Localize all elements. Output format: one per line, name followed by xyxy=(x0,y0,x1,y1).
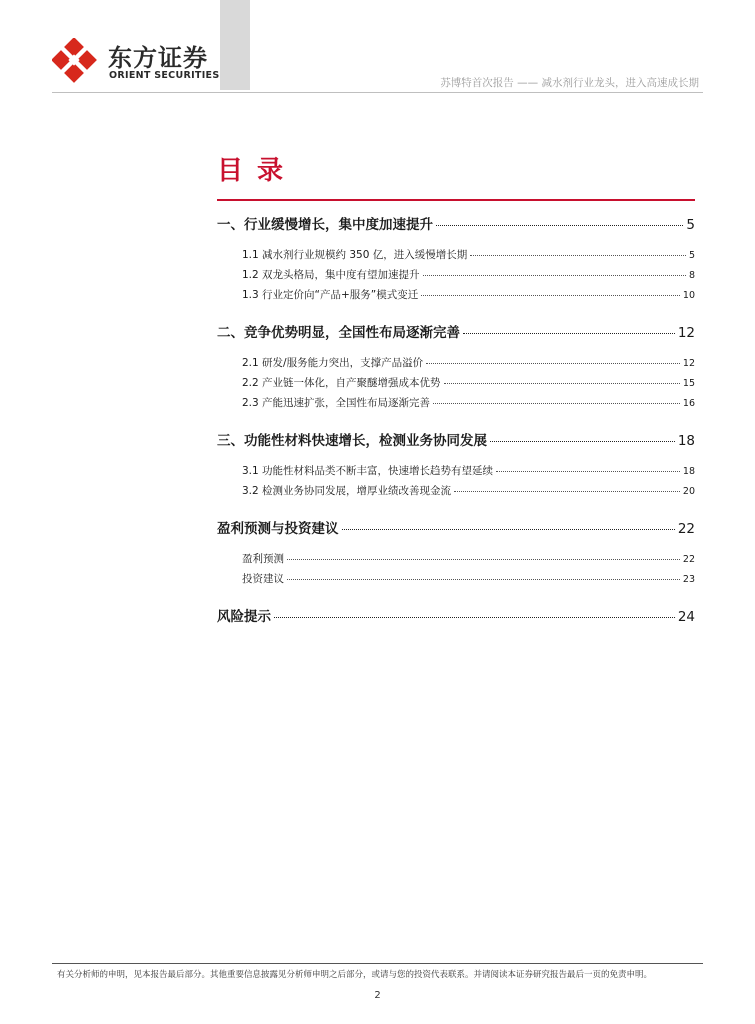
toc-item-3-2[interactable] xyxy=(217,481,695,501)
toc-section-4[interactable] xyxy=(217,518,695,540)
toc-item-title: 3.1 功能性材料品类不断丰富，快速增长趋势有望延续 xyxy=(242,465,494,477)
toc-item-2-3[interactable] xyxy=(217,393,695,413)
toc-section-title: 盈利预测与投资建议 xyxy=(217,521,339,537)
toc-item-title: 1.3 行业定价向“产品+服务”模式变迁 xyxy=(242,289,419,301)
toc-page-number: 22 xyxy=(677,521,695,537)
toc-leader-dots xyxy=(444,383,680,384)
toc-section-title: 二、竞争优势明显，全国性布局逐渐完善 xyxy=(217,325,460,341)
toc-item-title: 1.1 减水剂行业规模约 350 亿，进入缓慢增长期 xyxy=(242,249,468,261)
toc-item-title: 投资建议 xyxy=(242,573,284,585)
table-of-contents xyxy=(217,214,695,628)
toc-item-title: 3.2 检测业务协同发展，增厚业绩改善现金流 xyxy=(242,485,452,497)
company-logo xyxy=(52,38,220,88)
toc-section-2[interactable] xyxy=(217,322,695,344)
toc-page-number: 22 xyxy=(682,554,695,565)
toc-item-4-1[interactable] xyxy=(217,549,695,569)
toc-item-1-1[interactable] xyxy=(217,245,695,265)
toc-item-title: 2.2 产业链一体化，自产聚醚增强成本优势 xyxy=(242,377,441,389)
toc-leader-dots xyxy=(436,225,683,226)
toc-page-number: 12 xyxy=(677,325,695,341)
toc-page-number: 23 xyxy=(682,574,695,585)
toc-page-number: 12 xyxy=(682,358,695,369)
toc-item-title: 2.1 研发/服务能力突出，支撑产品溢价 xyxy=(242,357,424,369)
toc-page-number: 20 xyxy=(682,486,695,497)
toc-page-number: 5 xyxy=(686,217,695,233)
toc-leader-dots xyxy=(463,333,675,334)
page-number: 2 xyxy=(374,990,381,1001)
report-header-title: 苏博特首次报告 —— 减水剂行业龙头，进入高速成长期 xyxy=(440,77,699,89)
toc-item-title: 1.2 双龙头格局，集中度有望加速提升 xyxy=(242,269,420,281)
toc-title: 目录 xyxy=(217,156,298,186)
toc-page-number: 24 xyxy=(677,609,695,625)
toc-leader-dots xyxy=(426,363,680,364)
toc-section-title: 一、行业缓慢增长，集中度加速提升 xyxy=(217,217,433,233)
toc-leader-dots xyxy=(423,275,686,276)
toc-leader-dots xyxy=(433,403,680,404)
toc-page-number: 16 xyxy=(682,398,695,409)
toc-section-title: 风险提示 xyxy=(217,609,271,625)
toc-section-3[interactable] xyxy=(217,430,695,452)
toc-item-1-3[interactable] xyxy=(217,285,695,305)
toc-leader-dots xyxy=(490,441,675,442)
toc-title-underline xyxy=(217,199,695,201)
toc-leader-dots xyxy=(274,617,675,618)
toc-item-3-1[interactable] xyxy=(217,461,695,481)
toc-item-4-2[interactable] xyxy=(217,569,695,589)
toc-section-title: 三、功能性材料快速增长，检测业务协同发展 xyxy=(217,433,487,449)
toc-section-1[interactable] xyxy=(217,214,695,236)
toc-page-number: 18 xyxy=(677,433,695,449)
toc-item-2-1[interactable] xyxy=(217,353,695,373)
toc-leader-dots xyxy=(421,295,680,296)
toc-page-number: 8 xyxy=(688,270,695,281)
toc-leader-dots xyxy=(470,255,686,256)
toc-leader-dots xyxy=(287,559,680,560)
toc-leader-dots xyxy=(454,491,680,492)
header-gray-band xyxy=(220,0,250,90)
header-divider xyxy=(52,92,703,93)
toc-page-number: 10 xyxy=(682,290,695,301)
toc-page-number: 18 xyxy=(682,466,695,477)
toc-item-2-2[interactable] xyxy=(217,373,695,393)
toc-page-number: 15 xyxy=(682,378,695,389)
toc-page-number: 5 xyxy=(688,250,695,261)
toc-item-1-2[interactable] xyxy=(217,265,695,285)
logo-chinese-name: 东方证券 xyxy=(108,44,208,72)
toc-leader-dots xyxy=(496,471,680,472)
footer-divider xyxy=(52,963,703,964)
toc-section-5[interactable] xyxy=(217,606,695,628)
orient-securities-logo-icon xyxy=(52,38,98,84)
footer-disclaimer: 有关分析师的申明，见本报告最后部分。其他重要信息披露见分析师申明之后部分，或请与您的投资代表联系。并请阅读本证券研究报告最后一页的免责申明。 xyxy=(57,970,653,980)
logo-english-name: ORIENT SECURITIES xyxy=(109,70,220,81)
toc-leader-dots xyxy=(287,579,680,580)
toc-item-title: 2.3 产能迅速扩张，全国性布局逐渐完善 xyxy=(242,397,431,409)
toc-item-title: 盈利预测 xyxy=(242,553,284,565)
toc-leader-dots xyxy=(342,529,675,530)
